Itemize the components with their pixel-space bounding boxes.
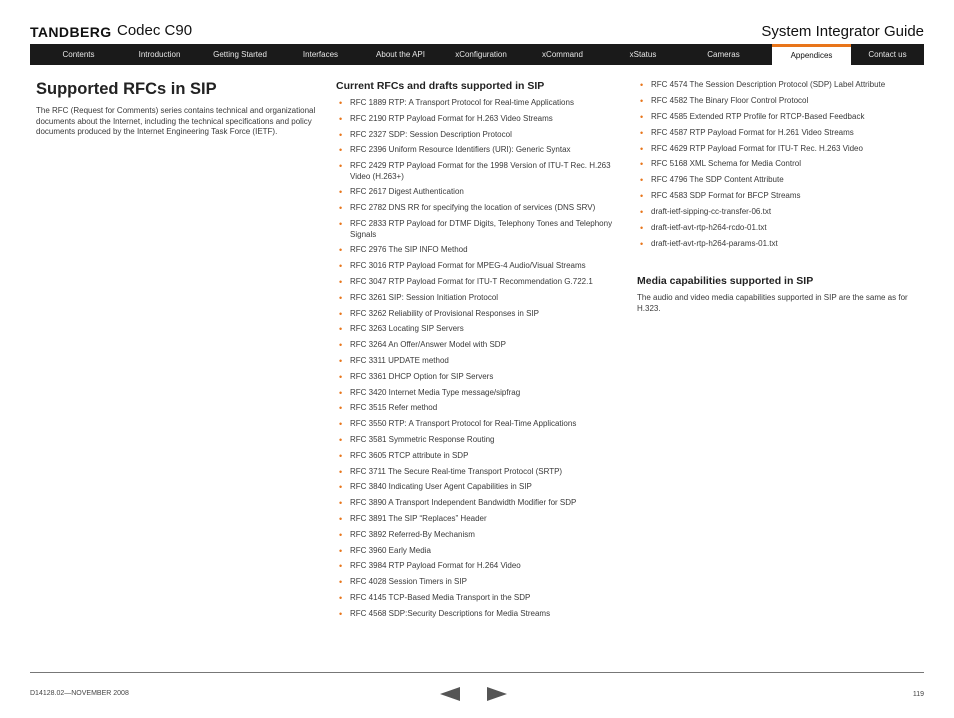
list-item — [336, 546, 621, 557]
list-item — [336, 372, 621, 383]
list-item — [336, 451, 621, 462]
bullet-icon: • — [339, 340, 343, 351]
nav-tab-xconfiguration[interactable]: xConfiguration — [455, 50, 507, 59]
list-item — [336, 609, 621, 620]
rfc-item-text: RFC 4574 The Session Description Protocol (SDP) Label Attribute — [651, 80, 886, 89]
list-item — [336, 530, 621, 541]
bullet-icon: • — [339, 261, 343, 272]
bullet-icon: • — [640, 223, 644, 234]
rfc-item-text: draft-ietf-avt-rtp-h264-rcdo-01.txt — [651, 223, 767, 233]
rfc-item-text: RFC 4145 TCP-Based Media Transport in the SDP — [350, 592, 531, 602]
list-item — [336, 498, 621, 509]
rfc-item-text: RFC 3515 Refer method — [350, 403, 438, 413]
list-item — [637, 144, 927, 155]
rfc-item-text: RFC 2190 RTP Payload Format for H.263 Video Streams — [350, 113, 553, 123]
bullet-icon: • — [339, 145, 343, 156]
product-name: Codec C90 — [117, 22, 193, 39]
rfc-column-2 — [637, 80, 927, 314]
list-item — [336, 130, 621, 141]
rfc-item-text: RFC 3711 The Secure Real-time Transport Protocol (SRTP) — [350, 466, 563, 476]
bullet-icon: • — [339, 482, 343, 493]
bullet-icon: • — [339, 308, 343, 319]
list-item — [637, 80, 927, 91]
bullet-icon: • — [640, 175, 644, 186]
bullet-icon: • — [640, 159, 644, 170]
list-item — [637, 96, 927, 107]
bullet-icon: • — [339, 187, 343, 198]
nav-tab-appendices[interactable]: Appendices — [772, 44, 851, 65]
bullet-icon: • — [640, 143, 644, 154]
bullet-icon: • — [339, 561, 343, 572]
list-item — [336, 324, 621, 335]
list-item — [336, 467, 621, 478]
list-item — [336, 114, 621, 125]
page-title: Supported RFCs in SIP — [36, 80, 217, 98]
rfc-item-text: RFC 2327 SDP: Session Description Protocol — [350, 129, 512, 139]
rfc-item-text: RFC 4587 RTP Payload Format for H.261 Video Streams — [651, 127, 854, 137]
rfc-item-text: RFC 3891 The SIP “Replaces” Header — [350, 513, 487, 523]
page-header — [30, 22, 924, 44]
bullet-icon: • — [339, 371, 343, 382]
bullet-icon: • — [339, 419, 343, 430]
list-item — [336, 245, 621, 256]
list-item — [336, 388, 621, 399]
rfc-item-text: RFC 3016 RTP Payload Format for MPEG-4 Audio/Visual Streams — [350, 261, 586, 271]
rfc-item-text: RFC 4629 RTP Payload Format for ITU-T Rec. H.263 Video — [651, 143, 863, 153]
rfc-item-text: RFC 2617 Digest Authentication — [350, 187, 464, 197]
list-item — [336, 419, 621, 430]
rfc-item-text: RFC 1889 RTP: A Transport Protocol for Real-time Applications — [350, 98, 574, 107]
list-item — [637, 112, 927, 123]
list-item — [336, 277, 621, 288]
rfc-item-text: RFC 2396 Uniform Resource Identifiers (URI): Generic Syntax — [350, 145, 571, 155]
list-item — [336, 577, 621, 588]
rfc-item-text: RFC 3960 Early Media — [350, 545, 431, 555]
list-item — [336, 340, 621, 351]
intro-paragraph: The RFC (Request for Comments) series contains technical and organizational documents about the Internet, including the technical specifications and policy documents produced by the Internet Engineering Task Force (IETF). — [36, 106, 316, 136]
bullet-icon: • — [640, 191, 644, 202]
rfc-item-text: RFC 4568 SDP:Security Descriptions for Media Streams — [350, 608, 551, 618]
bullet-icon: • — [339, 203, 343, 214]
bullet-icon: • — [640, 207, 644, 218]
rfc-item-text: RFC 4583 SDP Format for BFCP Streams — [651, 191, 801, 201]
list-item — [336, 145, 621, 156]
rfc-item-text: RFC 3605 RTCP attribute in SDP — [350, 450, 469, 460]
rfc-item-text: RFC 2429 RTP Payload Format for the 1998 Version of ITU-T Rec. H.263 Video (H.263+) — [350, 161, 611, 181]
rfc-item-text: RFC 2833 RTP Payload for DTMF Digits, Telephony Tones and Telephony Signals — [350, 219, 613, 239]
bullet-icon: • — [339, 219, 343, 230]
bullet-icon: • — [640, 238, 644, 249]
document-id: D14128.02—NOVEMBER 2008 — [30, 690, 129, 697]
rfc-item-text: draft-ietf-sipping-cc-transfer-06.txt — [651, 207, 772, 217]
rfc-item-text: RFC 3264 An Offer/Answer Model with SDP — [350, 340, 506, 350]
page-number: 119 — [912, 691, 924, 698]
guide-title: System Integrator Guide — [761, 23, 924, 40]
nav-tab-introduction[interactable]: Introduction — [138, 50, 181, 59]
list-item — [637, 239, 927, 250]
list-item — [336, 187, 621, 198]
bullet-icon: • — [339, 498, 343, 509]
rfc-list — [336, 98, 621, 619]
nav-tab-contact-us[interactable]: Contact us — [868, 50, 907, 59]
tandberg-logo: TANDBERG — [30, 24, 112, 40]
list-item — [336, 203, 621, 214]
list-item — [336, 593, 621, 604]
next-page-arrow-icon[interactable] — [487, 687, 507, 701]
rfc-item-text: RFC 3311 UPDATE method — [350, 355, 449, 365]
list-item — [336, 403, 621, 414]
rfc-item-text: RFC 4796 The SDP Content Attribute — [651, 175, 784, 185]
intro-column — [36, 80, 316, 138]
rfc-item-text: RFC 2782 DNS RR for specifying the location of services (DNS SRV) — [350, 203, 596, 213]
bullet-icon: • — [339, 129, 343, 140]
media-capabilities-text: The audio and video media capabilities supported in SIP are the same as for H.323. — [637, 293, 908, 313]
rfc-item-text: RFC 3892 Referred-By Mechanism — [350, 529, 475, 539]
previous-page-arrow-icon[interactable] — [440, 687, 460, 701]
list-item — [336, 482, 621, 493]
bullet-icon: • — [640, 95, 644, 106]
rfc-item-text: RFC 3261 SIP: Session Initiation Protocol — [350, 292, 499, 302]
list-item — [336, 261, 621, 272]
bullet-icon: • — [339, 403, 343, 414]
bullet-icon: • — [339, 545, 343, 556]
media-capabilities-section — [637, 275, 927, 314]
bullet-icon: • — [339, 276, 343, 287]
nav-tab-getting-started[interactable]: Getting Started — [213, 50, 267, 59]
rfc-item-text: RFC 4585 Extended RTP Profile for RTCP-Based Feedback — [651, 111, 865, 121]
list-item — [336, 309, 621, 320]
rfc-item-text: RFC 3420 Internet Media Type message/sipfrag — [350, 387, 521, 397]
bullet-icon: • — [640, 127, 644, 138]
rfc-item-text: RFC 2976 The SIP INFO Method — [350, 245, 468, 255]
rfc-item-text: RFC 3262 Reliability of Provisional Responses in SIP — [350, 308, 539, 318]
bullet-icon: • — [339, 608, 343, 619]
nav-tab-contents[interactable]: Contents — [62, 50, 95, 59]
list-item — [336, 435, 621, 446]
bullet-icon: • — [339, 577, 343, 588]
list-item — [637, 207, 927, 218]
rfc-item-text: RFC 3890 A Transport Independent Bandwidth Modifier for SDP — [350, 498, 577, 508]
bullet-icon: • — [339, 245, 343, 256]
rfc-item-text: RFC 3263 Locating SIP Servers — [350, 324, 464, 334]
footer-divider — [30, 672, 924, 673]
bullet-icon: • — [339, 592, 343, 603]
current-rfcs-heading: Current RFCs and drafts supported in SIP — [336, 80, 545, 92]
list-item — [637, 191, 927, 202]
list-item — [336, 219, 621, 240]
rfc-item-text: RFC 4582 The Binary Floor Control Protocol — [651, 95, 809, 105]
rfc-item-text: RFC 3581 Symmetric Response Routing — [350, 434, 495, 444]
bullet-icon: • — [640, 80, 644, 90]
list-item — [637, 128, 927, 139]
bullet-icon: • — [339, 466, 343, 477]
nav-tab-xcommand[interactable]: xCommand — [542, 50, 583, 59]
nav-tab-cameras[interactable]: Cameras — [707, 50, 740, 59]
bullet-icon: • — [640, 111, 644, 122]
bullet-icon: • — [339, 387, 343, 398]
bullet-icon: • — [339, 355, 343, 366]
rfc-item-text: draft-ietf-avt-rtp-h264-params-01.txt — [651, 238, 778, 248]
bullet-icon: • — [339, 292, 343, 303]
top-navigation — [30, 44, 924, 65]
list-item — [336, 98, 621, 109]
list-item — [637, 223, 927, 234]
bullet-icon: • — [339, 113, 343, 124]
nav-tab-xstatus[interactable]: xStatus — [629, 50, 657, 59]
list-item — [336, 161, 621, 182]
list-item — [336, 293, 621, 304]
media-capabilities-heading: Media capabilities supported in SIP — [637, 275, 814, 288]
rfc-item-text: RFC 4028 Session Timers in SIP — [350, 577, 467, 587]
rfc-item-text: RFC 3361 DHCP Option for SIP Servers — [350, 371, 494, 381]
bullet-icon: • — [339, 324, 343, 335]
bullet-icon: • — [339, 513, 343, 524]
bullet-icon: • — [339, 450, 343, 461]
rfc-item-text: RFC 3984 RTP Payload Format for H.264 Video — [350, 561, 521, 571]
list-item — [637, 159, 927, 170]
list-item — [336, 356, 621, 367]
list-item — [637, 175, 927, 186]
rfc-item-text: RFC 3047 RTP Payload Format for ITU-T Recommendation G.722.1 — [350, 276, 593, 286]
bullet-icon: • — [339, 434, 343, 445]
list-item — [336, 514, 621, 525]
bullet-icon: • — [339, 161, 343, 172]
list-item — [336, 561, 621, 572]
bullet-icon: • — [339, 529, 343, 540]
nav-tab-interfaces[interactable]: Interfaces — [302, 50, 339, 59]
rfc-item-text: RFC 5168 XML Schema for Media Control — [651, 159, 801, 169]
rfc-list-continued — [637, 80, 927, 249]
rfc-column-1 — [336, 80, 621, 625]
bullet-icon: • — [339, 98, 343, 108]
rfc-item-text: RFC 3840 Indicating User Agent Capabilities in SIP — [350, 482, 532, 492]
rfc-item-text: RFC 3550 RTP: A Transport Protocol for Real-Time Applications — [350, 419, 577, 429]
nav-tab-about-the-api[interactable]: About the API — [376, 50, 425, 59]
